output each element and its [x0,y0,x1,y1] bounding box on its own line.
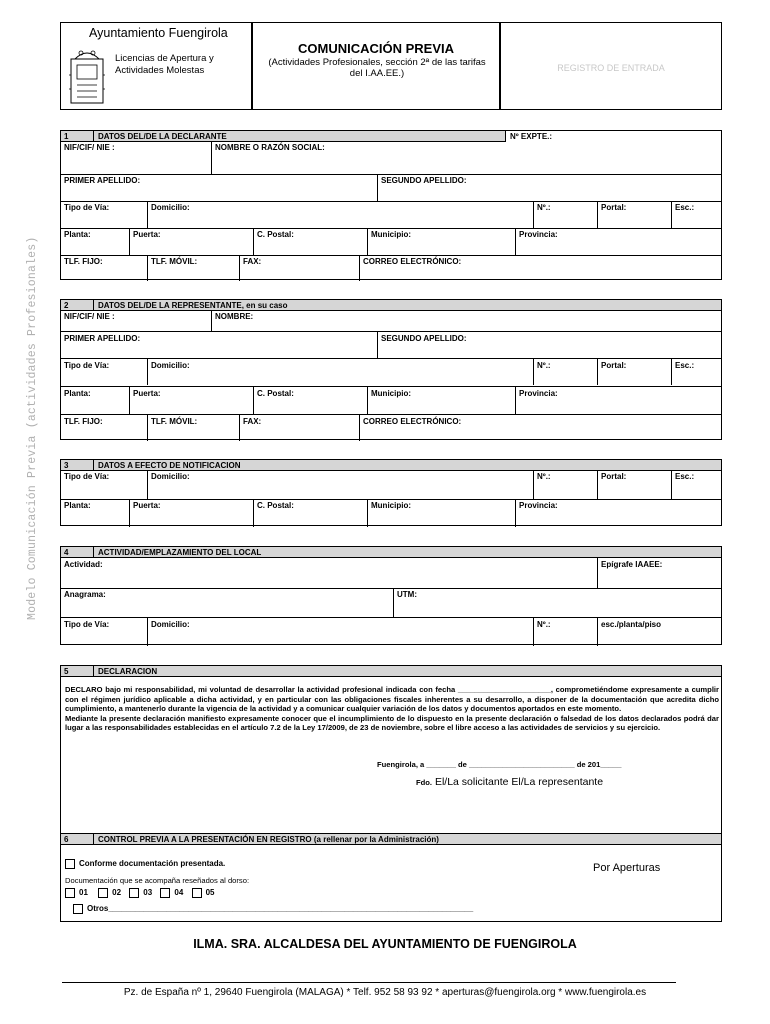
option-03-checkbox[interactable] [129,888,139,898]
section-title: ACTIVIDAD/EMPLAZAMIENTO DEL LOCAL [93,547,261,558]
nif-field[interactable]: NIF/CIF/ NIE : [64,312,115,321]
header-ayuntamiento-box [60,22,252,110]
municipio-field[interactable]: Municipio: [371,230,411,239]
footer-contact: Pz. de España nº 1, 29640 Fuengirola (MALAGA) * Telf. 952 58 93 92 * aperturas@fuengirola.org * www.fuengirola.es [123,987,647,998]
conforme-label: Conforme documentación presentada. [79,859,226,869]
planta-field[interactable]: Planta: [64,389,91,398]
nombre-field[interactable]: NOMBRE: [215,312,254,321]
numero-field[interactable]: Nº.: [537,361,551,370]
codigo-postal-field[interactable]: C. Postal: [257,389,294,398]
fecha-line[interactable]: Fuengirola, a _______ de _________________________ de 201_____ [377,760,622,769]
actividad-field[interactable]: Actividad: [64,560,103,569]
option-03-label: 03 [143,888,153,898]
section-title: DECLARACION [93,666,157,677]
fax-field[interactable]: FAX: [243,257,262,266]
section-representante [60,299,722,440]
option-05-label: 05 [205,888,215,898]
footer-divider [62,982,676,983]
por-aperturas-label: Por Aperturas [593,862,661,874]
nif-field[interactable]: NIF/CIF/ NIE : [64,143,115,152]
anagrama-field[interactable]: Anagrama: [64,590,106,599]
telefono-movil-field[interactable]: TLF. MÓVIL: [151,257,198,266]
puerta-field[interactable]: Puerta: [133,230,161,239]
section-title: CONTROL PREVIA A LA PRESENTACIÓN EN REGISTRO (a rellenar por la Administración) [93,834,439,845]
epigrafe-field[interactable]: Epígrafe IAAEE: [601,560,663,569]
nombre-field[interactable]: NOMBRE O RAZÓN SOCIAL: [215,143,325,152]
ayuntamiento-name: Ayuntamiento Fuengirola [89,26,228,40]
numero-field[interactable]: Nº.: [537,620,551,629]
header-title-box [252,22,500,110]
firma-text: El/La solicitante El/La representante [434,776,604,788]
option-04-checkbox[interactable] [160,888,170,898]
fax-field[interactable]: FAX: [243,417,262,426]
declaration-text: DECLARO bajo mi responsabilidad, mi voluntad de desarrollar la actividad profesional indicada con fecha ______________________, comprometiéndome expresamente a cumplir con el régimen jurídico aplicable a dicha actividad, y en particular con las obligaciones fiscales inherentes a su desarrollo, a disponer de la documentación que acredita dicho cumplimiento, a mantenerlo durante la vigencia de la actividad y a comunicar cualquier variación de los datos y documentos aportados en este momento. Mediante la presente declaración manifiesto expresamente conocer que el incumplimiento de lo dispuesto en la presente declaración o falsedad de los datos declarados podrá dar lugar a las responsabilidades establecidas en el artículo 7.2 de la Ley 17/2009, de 23 de noviembre, sobre el libre acceso a las actividades de servicios y su ejercicio. [65,685,719,732]
primer-apellido-field[interactable]: PRIMER APELLIDO: [64,334,141,343]
telefono-movil-field[interactable]: TLF. MÓVIL: [151,417,198,426]
municipio-field[interactable]: Municipio: [371,501,411,510]
domicilio-field[interactable]: Domicilio: [151,361,190,370]
puerta-field[interactable]: Puerta: [133,501,161,510]
page-title: COMUNICACIÓN PREVIA [297,41,454,56]
segundo-apellido-field[interactable]: SEGUNDO APELLIDO: [381,334,467,343]
utm-field[interactable]: UTM: [397,590,417,599]
expediente-field[interactable]: Nº EXPTE.: [505,131,721,142]
side-model-label: Modelo Comunicación Previa (actividades Profesionales) [26,236,39,620]
fdo-label: Fdo. [416,778,433,787]
option-05-checkbox[interactable] [192,888,202,898]
domicilio-field[interactable]: Domicilio: [151,472,190,481]
option-02-checkbox[interactable] [98,888,108,898]
section-notificacion [60,459,722,526]
codigo-postal-field[interactable]: C. Postal: [257,501,294,510]
telefono-fijo-field[interactable]: TLF. FIJO: [64,257,103,266]
section-title: DATOS DEL/DE LA DECLARANTE [93,131,227,142]
otros-field[interactable]: Otros__________________________________________________________________________________ [87,904,474,914]
section-number: 2 [64,301,69,310]
correo-field[interactable]: CORREO ELECTRÓNICO: [363,257,462,266]
section-control [60,833,722,922]
licencias-line-1: Licencias de Apertura y [115,53,214,64]
documentacion-label: Documentación que se acompaña reseñados al dorso: [65,876,250,885]
section-number: 4 [64,548,69,557]
section-declaracion [60,665,722,833]
addressee-line: ILMA. SRA. ALCALDESA DEL AYUNTAMIENTO DE FUENGIROLA [193,937,577,951]
provincia-field[interactable]: Provincia: [519,230,558,239]
numero-field[interactable]: Nº.: [537,203,551,212]
esc-field[interactable]: Esc.: [675,361,695,370]
provincia-field[interactable]: Provincia: [519,501,558,510]
page-subtitle: (Actividades Profesionales, sección 2ª de las tarifas del I.AA.EE.) [268,57,486,79]
planta-field[interactable]: Planta: [64,501,91,510]
registro-entrada-label: REGISTRO DE ENTRADA [557,63,665,73]
option-01-label: 01 [79,888,88,898]
tipo-via-field[interactable]: Tipo de Vía: [64,472,110,481]
numero-field[interactable]: Nº.: [537,472,551,481]
codigo-postal-field[interactable]: C. Postal: [257,230,294,239]
section-number: 5 [64,667,69,676]
coat-of-arms-logo [69,45,105,107]
provincia-field[interactable]: Provincia: [519,389,558,398]
option-04-label: 04 [174,888,184,898]
section-number: 3 [64,461,69,470]
section-number: 6 [64,835,69,844]
option-02-label: 02 [112,888,122,898]
tipo-via-field[interactable]: Tipo de Vía: [64,361,110,370]
domicilio-field[interactable]: Domicilio: [151,620,190,629]
registro-entrada-box[interactable] [500,22,722,110]
portal-field[interactable]: Portal: [601,361,627,370]
option-01-checkbox[interactable] [65,888,75,898]
tipo-via-field[interactable]: Tipo de Vía: [64,620,110,629]
portal-field[interactable]: Portal: [601,203,627,212]
otros-checkbox[interactable] [73,904,83,914]
municipio-field[interactable]: Municipio: [371,389,411,398]
planta-field[interactable]: Planta: [64,230,91,239]
firma-line[interactable] [416,776,603,788]
conforme-checkbox[interactable] [65,859,75,869]
section-title: DATOS A EFECTO DE NOTIFICACION [93,460,241,471]
correo-field[interactable]: CORREO ELECTRÓNICO: [363,417,462,426]
portal-field[interactable]: Portal: [601,472,627,481]
primer-apellido-field[interactable]: PRIMER APELLIDO: [64,176,141,185]
section-title: DATOS DEL/DE LA REPRESENTANTE, en su caso [93,300,288,311]
puerta-field[interactable]: Puerta: [133,389,161,398]
domicilio-field[interactable]: Domicilio: [151,203,190,212]
esc-planta-piso-field[interactable]: esc./planta/piso [601,620,662,629]
licencias-line-2: Actividades Molestas [115,65,205,76]
section-actividad [60,546,722,645]
segundo-apellido-field[interactable]: SEGUNDO APELLIDO: [381,176,467,185]
esc-field[interactable]: Esc.: [675,203,695,212]
section-declarante [60,130,722,280]
tipo-via-field[interactable]: Tipo de Vía: [64,203,110,212]
telefono-fijo-field[interactable]: TLF. FIJO: [64,417,103,426]
esc-field[interactable]: Esc.: [675,472,695,481]
section-number: 1 [64,132,69,141]
